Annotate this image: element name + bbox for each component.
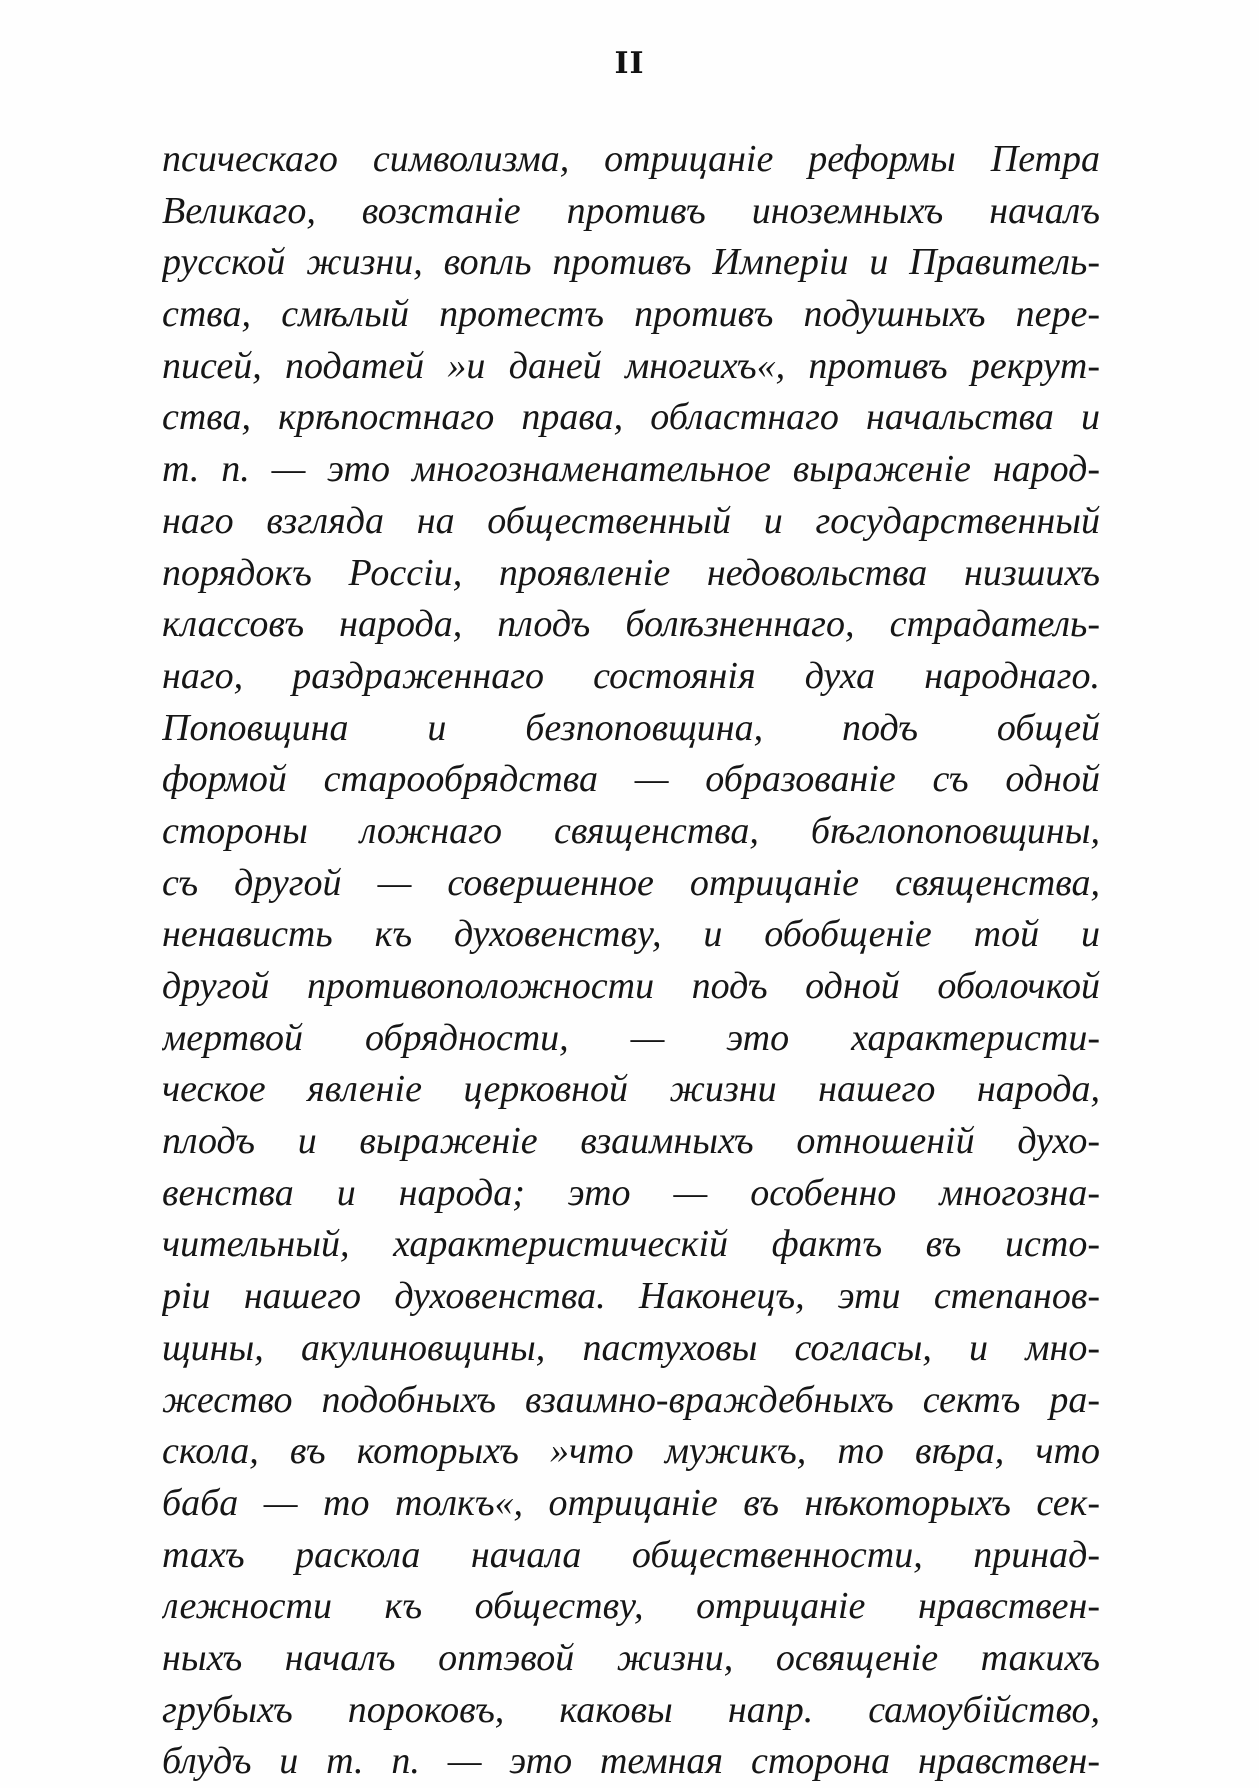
text-line: баба — то толкъ«, отрицаніе въ нѣкоторыхъ сек- [162,1481,1100,1524]
text-line: ства, крѣпостнаго права, областнаго начальства и [162,396,1100,439]
text-line: другой противоположности подъ одной оболочкой [162,965,1100,1007]
text-line: грубыхъ пороковъ, каковы напр. самоубійство, [162,1688,1100,1731]
text-line: стороны ложнаго священства, бѣглопоповщины, [162,809,1100,852]
text-line: т. п. — это многознаменательное выраженіе народ- [162,448,1100,491]
text-line: формой старообрядства — образованіе съ одной [162,758,1100,801]
text-line: псическаго символизма, отрицаніе реформы Петра [162,138,1100,180]
text-line: классовъ народа, плодъ болѣзненнаго, страдатель- [162,603,1100,646]
text-line: ныхъ началъ оптэвой жизни, освященіе такихъ [162,1636,1100,1679]
text-line: наго взгляда на общественный и государственный [162,499,1100,542]
body-text [162,134,1100,1788]
text-line: русской жизни, вопль противъ Имперіи и Правитель- [162,241,1100,284]
text-line: мертвой обрядности, — это характеристи- [162,1016,1100,1059]
text-line: Поповщина и безпоповщина, подъ общей [162,706,1100,749]
text-line: жество подобныхъ взаимно-враждебныхъ сектъ ра- [162,1378,1100,1421]
text-line: ства, смѣлый протестъ противъ подушныхъ пере- [162,293,1100,336]
text-line: ненависть къ духовенству, и обобщеніе той и [162,913,1100,956]
text-line: плодъ и выраженіе взаимныхъ отношеній духо- [162,1120,1100,1163]
text-line: тахъ раскола начала общественности, принад- [162,1533,1100,1576]
text-line: писей, податей »и даней многихъ«, противъ рекрут- [162,344,1100,387]
text-line: скола, въ которыхъ »что мужикъ, то вѣра, что [162,1430,1100,1473]
text-line: щины, акулиновщины, пастуховы согласы, и мно- [162,1326,1100,1369]
text-line: съ другой — совершенное отрицаніе священства, [162,861,1100,904]
text-line: ческое явленіе церковной жизни нашего народа, [162,1068,1100,1111]
text-line: порядокъ Россіи, проявленіе недовольства низшихъ [162,551,1100,594]
text-line: лежности къ обществу, отрицаніе нравствен- [162,1585,1100,1628]
text-line: наго, раздраженнаго состоянія духа народнаго. [162,654,1100,697]
text-line: чительный, характеристическій фактъ въ исто- [162,1223,1100,1266]
text-line: ріи нашего духовенства. Наконецъ, эти степанов- [162,1275,1100,1318]
text-line: венства и народа; это — особенно многозна- [162,1171,1100,1214]
text-line: блудъ и т. п. — это темная сторона нравствен- [162,1740,1100,1783]
text-line: Великаго, возстаніе противъ иноземныхъ началъ [162,189,1100,232]
page-number: II [614,46,645,81]
